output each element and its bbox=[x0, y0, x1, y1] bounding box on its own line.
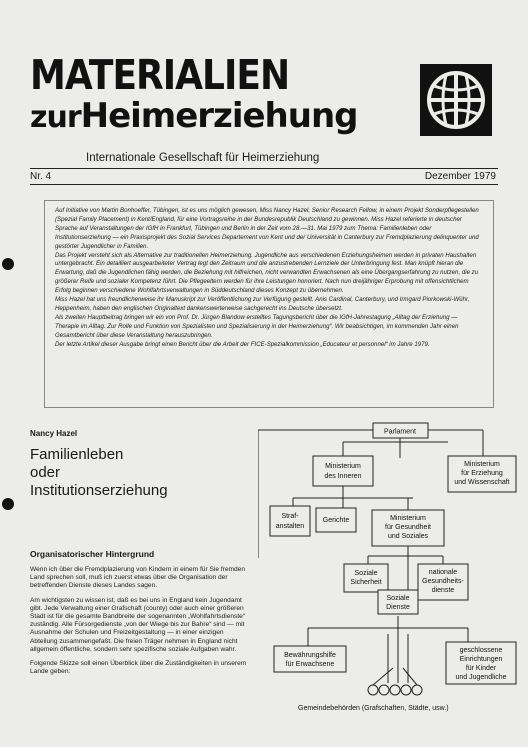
node-sicherheit-1: Soziale bbox=[354, 570, 378, 577]
intro-paragraph: Der letzte Artikel dieser Ausgabe bringt einen Bericht über die Arbeit der FICE-Spezialkommission „Educateur et personnel“ im Jahre 1979. bbox=[55, 340, 430, 348]
node-erziehung-1: Ministerium bbox=[464, 461, 500, 468]
masthead-title-line1: MATERIALIEN bbox=[30, 52, 290, 100]
intro-box bbox=[44, 200, 494, 408]
node-inneren-1: Ministerium bbox=[325, 463, 361, 470]
node-geschlossen-4: und Jugendliche bbox=[455, 674, 507, 681]
masthead-subtitle: Internationale Gesellschaft für Heimerziehung bbox=[86, 152, 320, 164]
node-gemeinden: Gemeindebehörden (Grafschaften, Städte, usw.) bbox=[298, 705, 449, 712]
node-geschlossen-2: Einrichtungen bbox=[459, 656, 503, 663]
intro-paragraph: Das Projekt versteht sich als Alternative zur traditionellen Heimerziehung. Jugendliche aus verschiedenen Erziehungsheimen werden in privaten Haushalten untergebracht. Ein detailliert ausgearbeiteter Vertrag legt den Zeitraum und die anzustrebenden Lernziele der Unterbringung fest. Man knüpft hieran die Erwartung, daß die Jugendlichen fähig werden, die Beziehung mit hilfreichen, nicht verwandten Erwachsenen als eine Übergangserfahrung zu nutzen, die zu größerer Reife und sozialer Kompetenz führt. Die Pflegeeltern werden für ihre Leistungen honoriert. Nach nun dreijähriger Erprobung mit offensichtlichem Erfolg beginnen verschiedene Wohlfahrtsverwaltungen in Süddeutschland dieses Konzept zu übernehmen. bbox=[55, 251, 479, 295]
issue-number: Nr. 4 bbox=[30, 171, 52, 182]
node-erziehung-3: und Wissenschaft bbox=[454, 479, 510, 486]
masthead-title-line2 bbox=[30, 96, 358, 136]
article-title bbox=[30, 446, 168, 500]
intro-paragraph: Als zweiten Hauptbeitrag bringen wir ein von Prof. Dr. Jürgen Blandow erstelltes Tagungsbericht über die IGfH-Jahrestagung „Alltag der Erziehung — Therapie im Alltag. Zur Rolle und Funktion von Spezialisten und Spezialisierung in der Heimerziehung“. Wir beabsichtigen, im kommenden Jahr einen Gesamtbericht über diese Veranstaltung herauszubringen. bbox=[55, 313, 459, 339]
issue-date: Dezember 1979 bbox=[424, 171, 496, 182]
header-rule-top bbox=[30, 168, 498, 169]
node-straf-1: Straf- bbox=[281, 513, 299, 520]
node-nationale-2: Gesundheits- bbox=[422, 578, 464, 585]
node-soziale-dienste-2: Dienste bbox=[386, 604, 410, 611]
node-gerichte: Gerichte bbox=[322, 517, 350, 524]
intro-paragraph: Auf Initiative von Martin Bonhoeffer, Tübingen, ist es uns möglich gewesen, Miss Nancy Hazel, Senior Research Fellow, in einem Projekt Sonderpflegestellen (Spezial Family Placement) in Kent/England, für eine Vortragsreihe in der Bundesrepublik Deutschland zu gewinnen. Miss Hazel referierte in deutscher Sprache auf Veranstaltungen der IGfH in Frankfurt, Tübingen und Berlin in der Zeit vom 28.—31. Mai 1979 zum Thema: Familienleben oder Institutionserziehung — ein Praxisprojekt des Sozial Services Departement von Kent und der Universität in Canterbury zur Fremdplazierung delinquenter und gestörter Jugendlicher in Familien. bbox=[55, 207, 479, 250]
node-bewaehrung-1: Bewährungshilfe bbox=[284, 652, 336, 659]
node-geschlossen-3: für Kinder bbox=[465, 665, 497, 672]
node-gesundheit-2: für Gesundheit bbox=[385, 524, 431, 531]
node-gesundheit-1: Ministerium bbox=[390, 515, 426, 522]
node-nationale-3: dienste bbox=[431, 587, 455, 594]
organization-diagram bbox=[258, 418, 518, 738]
article-title-line: oder bbox=[30, 464, 61, 481]
body-paragraph: Am wichtigsten zu wissen ist, daß es bei uns in England kein Jugendamt gibt. Jede Verwaltung einer Grafschaft (county) oder auch einer größeren Stadt ist für die gesamte Bandbreite der sogenannten „Wohlfahrtsdienste“ zuständig. Alle Fürsorgedienste „von der Wiege bis zur Bahre“ sind — mit Ausnahme der Schulen und Freizeitgestaltung — in einer einzigen Abteilung zusammengefaßt. Die freien Träger nehmen in England nicht allgemein öffentliche, sondern sehr spezifische soziale Aufgaben wahr. bbox=[30, 596, 246, 653]
article-author: Nancy Hazel bbox=[30, 429, 78, 438]
article-title-line: Familienleben bbox=[30, 446, 124, 463]
body-paragraph: Folgende Skizze soll einen Überblick über die Zuständigkeiten in unserem Lande geben: bbox=[30, 660, 247, 676]
node-gesundheit-3: und Soziales bbox=[387, 533, 429, 540]
article-title-line: Institutionserziehung bbox=[30, 482, 168, 499]
node-bewaehrung-2: für Erwachsene bbox=[285, 661, 335, 668]
header-rule-bottom bbox=[30, 184, 498, 185]
node-straf-2: anstalten bbox=[275, 523, 305, 530]
section-heading: Organisatorischer Hintergrund bbox=[30, 549, 155, 559]
node-geschlossen-1: geschlossene bbox=[459, 647, 503, 654]
masthead-prefix: zur bbox=[30, 100, 81, 135]
globe-logo-icon bbox=[420, 64, 492, 136]
body-paragraph: Wenn ich über die Fremdplazierung von Kindern in einem für Sie fremden Land sprechen soll, muß ich zuerst etwas über die Organisation der betreffenden Dienste dieses Landes sagen. bbox=[30, 566, 246, 590]
binder-hole-2 bbox=[2, 498, 14, 510]
intro-paragraph: Miss Hazel hat uns freundlicherweise ihr Manuskript zur Veröffentlichung zur Verfügung gestellt. Anis Cardinal, Canterbury, und Irmgard Piorkowski-Wühr, Heppenheim, haben den englischen Originaltext dankenswerterweise sachgerecht ins Deutsche übersetzt. bbox=[55, 296, 470, 312]
article-body bbox=[30, 566, 250, 682]
node-erziehung-2: für Erziehung bbox=[461, 470, 503, 477]
node-parlament: Parlament bbox=[384, 428, 416, 436]
node-sicherheit-2: Sicherheit bbox=[350, 579, 382, 586]
node-inneren-2: des Inneren bbox=[324, 473, 362, 480]
node-nationale-1: nationale bbox=[428, 569, 458, 576]
binder-hole-1 bbox=[2, 258, 14, 270]
masthead-main: Heimerziehung bbox=[80, 96, 358, 136]
node-soziale-dienste-1: Soziale bbox=[386, 595, 410, 602]
